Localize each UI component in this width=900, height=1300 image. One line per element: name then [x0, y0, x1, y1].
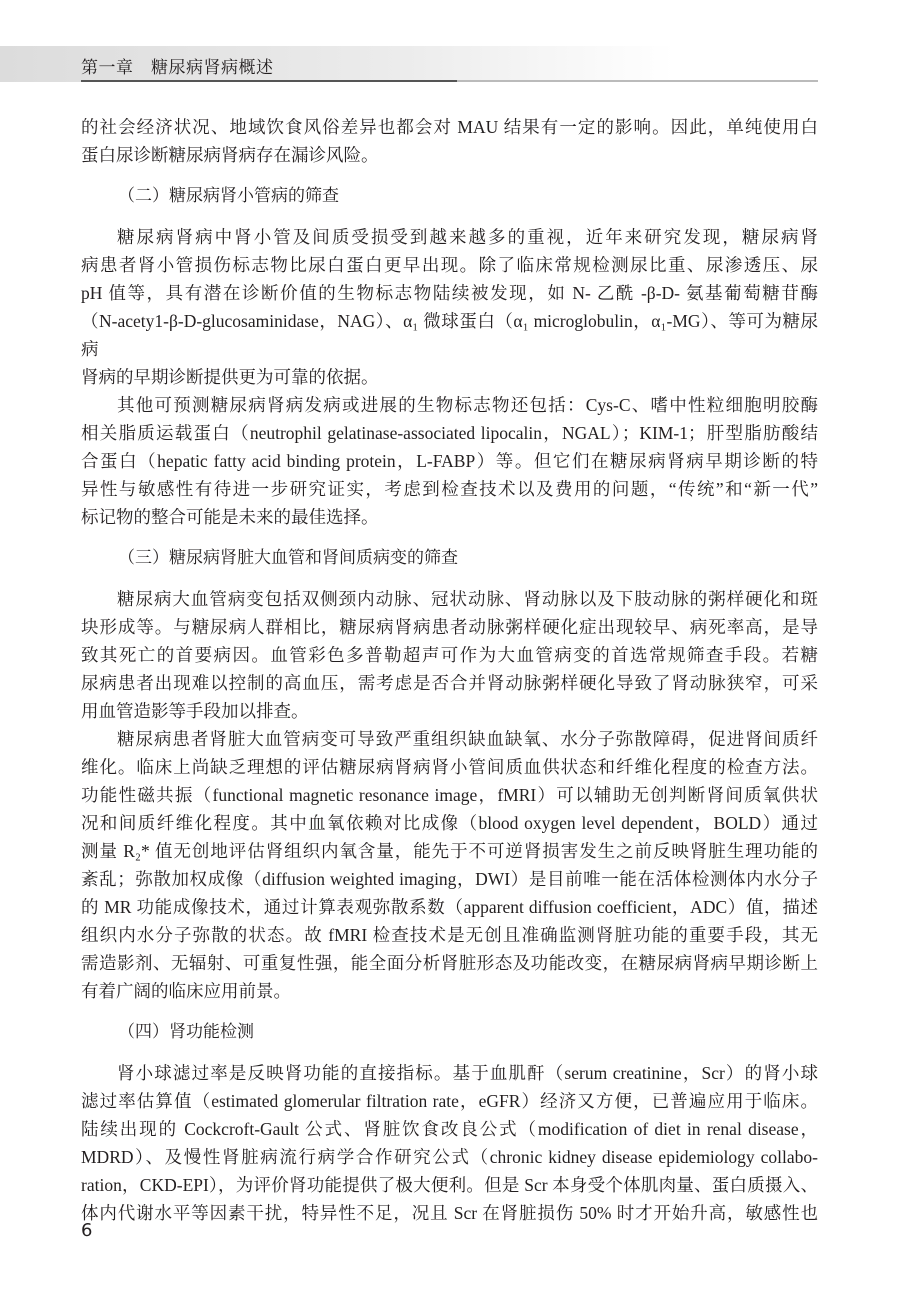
text-line: 其他可预测糖尿病肾病发病或进展的生物标志物还包括：Cys-C、嗜中性粒细胞明胶酶 [117, 395, 818, 415]
section-heading: （二）糖尿病肾小管病的筛查 [118, 186, 339, 206]
text-line: 尿病患者出现难以控制的高血压，需考虑是否合并肾动脉粥样硬化导致了肾动脉狭窄，可采 [81, 673, 818, 693]
text-line: 的 MR 功能成像技术，通过计算表观弥散系数（apparent diffusion coefficient，ADC）值，描述 [81, 897, 818, 917]
text-line: 滤过率估算值（estimated glomerular filtration rate，eGFR）经济又方便，已普遍应用于临床。 [81, 1091, 818, 1111]
paragraph [81, 391, 818, 531]
text-line: 维化。临床上尚缺乏理想的评估糖尿病肾病肾小管间质血供状态和纤维化程度的检查方法。 [81, 757, 818, 777]
text-line: 有着广阔的临床应用前景。 [81, 981, 291, 1001]
text-line: 紊乱；弥散加权成像（diffusion weighted imaging，DWI）是目前唯一能在活体检测体内水分子 [81, 869, 818, 889]
text-line: 合蛋白（hepatic fatty acid binding protein，L-FABP）等。但它们在糖尿病肾病早期诊断的特 [81, 451, 818, 471]
text-line: 相关脂质运载蛋白（neutrophil gelatinase-associated lipocalin，NGAL）；KIM-1；肝型脂肪酸结 [81, 423, 818, 443]
text-line: 糖尿病大血管病变包括双侧颈内动脉、冠状动脉、肾动脉以及下肢动脉的粥样硬化和斑 [117, 589, 818, 609]
text-line: 体内代谢水平等因素干扰，特异性不足，况且 Scr 在肾脏损伤 50% 时才开始升高，敏感性也 [81, 1203, 818, 1223]
text-line: 肾病的早期诊断提供更为可靠的依据。 [81, 367, 379, 387]
text-line: 蛋白尿诊断糖尿病肾病存在漏诊风险。 [81, 145, 379, 165]
text-line: 的社会经济状况、地域饮食风俗差异也都会对 MAU 结果有一定的影响。因此，单纯使用白 [81, 117, 818, 137]
text-line: ration，CKD-EPI），为评价肾功能提供了极大便利。但是 Scr 本身受个体肌肉量、蛋白质摄入、 [81, 1175, 818, 1195]
section-heading: （四）肾功能检测 [118, 1022, 254, 1042]
text-line: 标记物的整合可能是未来的最佳选择。 [81, 507, 379, 527]
text-line: 肾小球滤过率是反映肾功能的直接指标。基于血肌酐（serum creatinine，Scr）的肾小球 [117, 1063, 818, 1083]
text-line: （N-acety1-β-D-glucosaminidase，NAG）、α₁ 微球蛋白（α₁ microglobulin，α₁-MG）、等可为糖尿病 [81, 311, 818, 359]
text-line: 组织内水分子弥散的状态。故 fMRI 检查技术是无创且准确监测肾脏功能的重要手段，其无 [81, 925, 818, 945]
text-line: 糖尿病患者肾脏大血管病变可导致严重组织缺血缺氧、水分子弥散障碍，促进肾间质纤 [117, 729, 818, 749]
text-line: 块形成等。与糖尿病人群相比，糖尿病肾病患者动脉粥样硬化症出现较早、病死率高，是导 [81, 617, 818, 637]
body-text [81, 113, 818, 1227]
text-line: MDRD）、及慢性肾脏病流行病学合作研究公式（chronic kidney disease epidemiology collabo- [81, 1147, 818, 1167]
header-rule [81, 80, 457, 82]
paragraph [81, 223, 818, 391]
header-rule-light [457, 80, 818, 82]
text-line: 陆续出现的 Cockcroft-Gault 公式、肾脏饮食改良公式（modification of diet in renal disease， [81, 1119, 818, 1139]
text-line: pH 值等，具有潜在诊断价值的生物标志物陆续被发现，如 N- 乙酰 -β-D- 氨基葡萄糖苷酶 [81, 283, 818, 303]
paragraph [81, 725, 818, 1005]
page-number: 6 [81, 1220, 93, 1241]
text-line: 用血管造影等手段加以排查。 [81, 701, 309, 721]
text-line: 糖尿病肾病中肾小管及间质受损受到越来越多的重视，近年来研究发现，糖尿病肾 [117, 227, 818, 247]
text-line: 况和间质纤维化程度。其中血氧依赖对比成像（blood oxygen level dependent，BOLD）通过 [81, 813, 818, 833]
text-line: 致其死亡的首要病因。血管彩色多普勒超声可作为大血管病变的首选常规筛查手段。若糖 [81, 645, 818, 665]
paragraph [81, 1059, 818, 1227]
text-line: 测量 R₂* 值无创地评估肾组织内氧含量，能先于不可逆肾损害发生之前反映肾脏生理功能的 [81, 841, 818, 861]
text-line: 异性与敏感性有待进一步研究证实，考虑到检查技术以及费用的问题，“传统”和“新一代” [81, 479, 818, 499]
paragraph [81, 585, 818, 725]
text-line: 需造影剂、无辐射、可重复性强，能全面分析肾脏形态及功能改变，在糖尿病肾病早期诊断上 [81, 953, 818, 973]
paragraph [81, 113, 818, 169]
text-line: 病患者肾小管损伤标志物比尿白蛋白更早出现。除了临床常规检测尿比重、尿渗透压、尿 [81, 255, 818, 275]
running-header-chapter-title: 第一章 糖尿病肾病概述 [81, 58, 274, 78]
section-heading: （三）糖尿病肾脏大血管和肾间质病变的筛查 [118, 548, 458, 568]
text-line: 功能性磁共振（functional magnetic resonance image，fMRI）可以辅助无创判断肾间质氧供状 [81, 785, 818, 805]
